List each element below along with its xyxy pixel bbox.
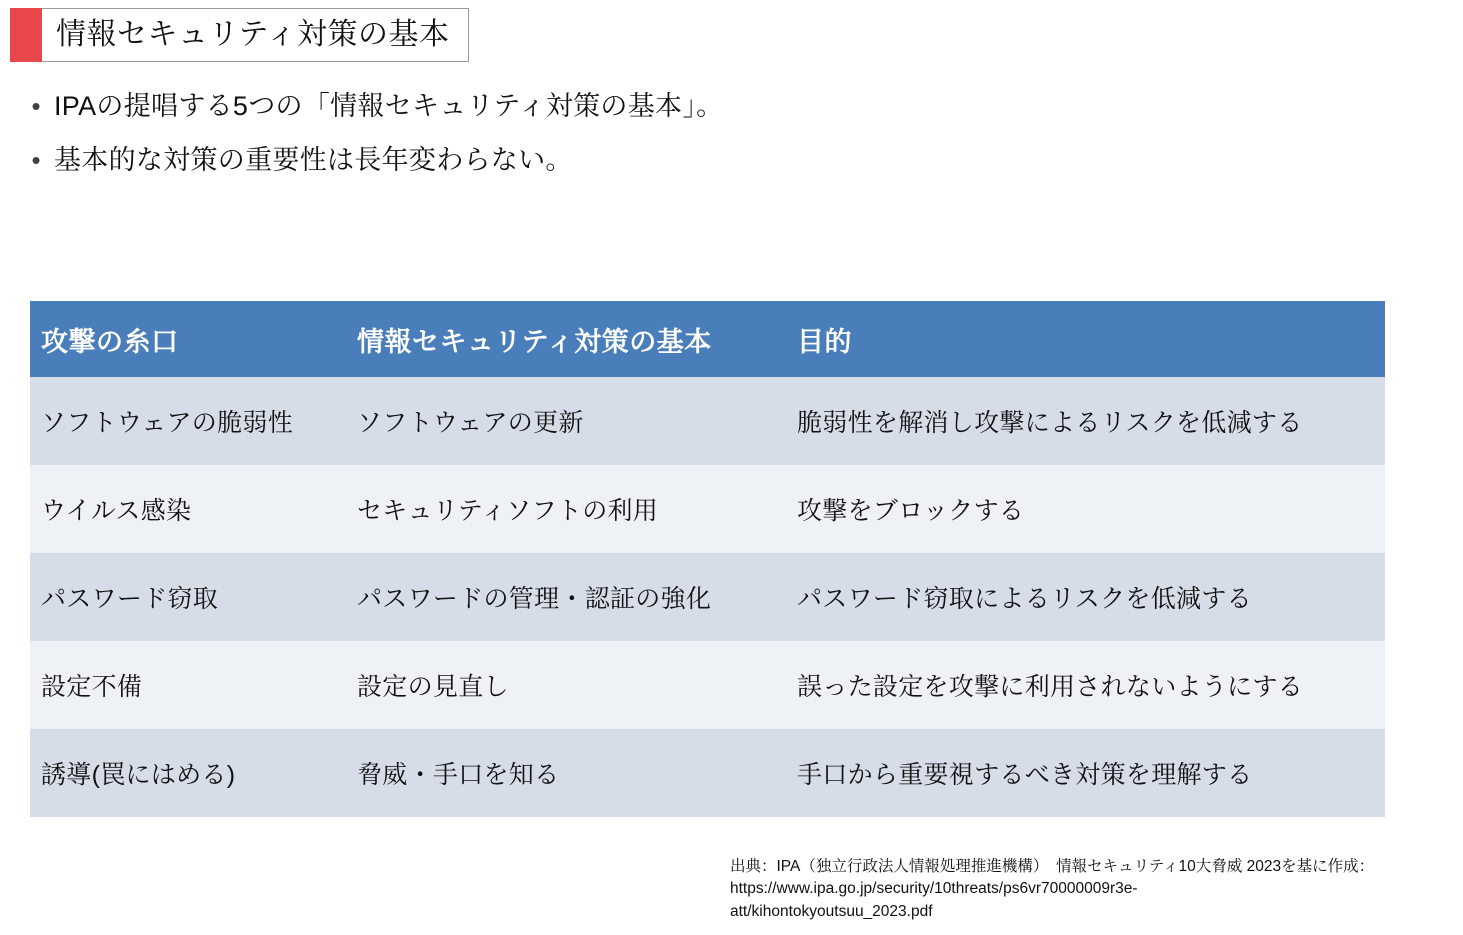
source-note [730,856,1450,923]
table-cell: パスワード窃取 [30,553,346,641]
table-cell: 誘導(罠にはめる) [30,729,346,817]
table-header-row [30,301,1385,377]
table-row [30,641,1385,729]
title-accent-bar [10,8,42,62]
table-header-cell: 情報セキュリティ対策の基本 [346,301,786,377]
table-cell: 設定不備 [30,641,346,729]
table-cell: 攻撃をブロックする [786,465,1385,553]
security-basics-table-wrap [30,301,1385,817]
title-box [42,8,469,62]
table-cell: 誤った設定を攻撃に利用されないようにする [786,641,1385,729]
bullet-text: 基本的な対策の重要性は長年変わらない。 [54,145,573,175]
table-row [30,465,1385,553]
table-cell: 手口から重要視するべき対策を理解する [786,729,1385,817]
table-cell: セキュリティソフトの利用 [346,465,786,553]
table-cell: 脆弱性を解消し攻撃によるリスクを低減する [786,377,1385,465]
source-line-2: https://www.ipa.go.jp/security/10threats/ps6vr70000009r3e- [730,880,1138,898]
table-header-cell: 攻撃の糸口 [30,301,346,377]
source-line-3: att/kihontokyoutsuu_2023.pdf [730,902,933,920]
table-row [30,729,1385,817]
table-row [30,377,1385,465]
table-cell: パスワード窃取によるリスクを低減する [786,553,1385,641]
table-cell: ソフトウェアの更新 [346,377,786,465]
bullet-marker-icon: • [31,145,41,175]
source-line-1: 出典：IPA（独立行政法人情報処理推進機構） 情報セキュリティ10大脅威 2023を基に作成： [730,858,1375,875]
page-title: 情報セキュリティ対策の基本 [56,18,450,51]
table-row [30,553,1385,641]
list-item [18,88,1318,124]
table-cell: ソフトウェアの脆弱性 [30,377,346,465]
bullet-text: IPAの提唱する5つの「情報セキュリティ対策の基本」。 [54,91,724,121]
bullet-list [18,88,1318,196]
table-header-cell: 目的 [786,301,1385,377]
table-cell: 脅威・手口を知る [346,729,786,817]
security-basics-table [30,301,1385,817]
table-cell: ウイルス感染 [30,465,346,553]
table-cell: 設定の見直し [346,641,786,729]
list-item [18,142,1318,178]
bullet-marker-icon: • [31,91,41,121]
table-cell: パスワードの管理・認証の強化 [346,553,786,641]
slide-title-block [10,8,469,62]
